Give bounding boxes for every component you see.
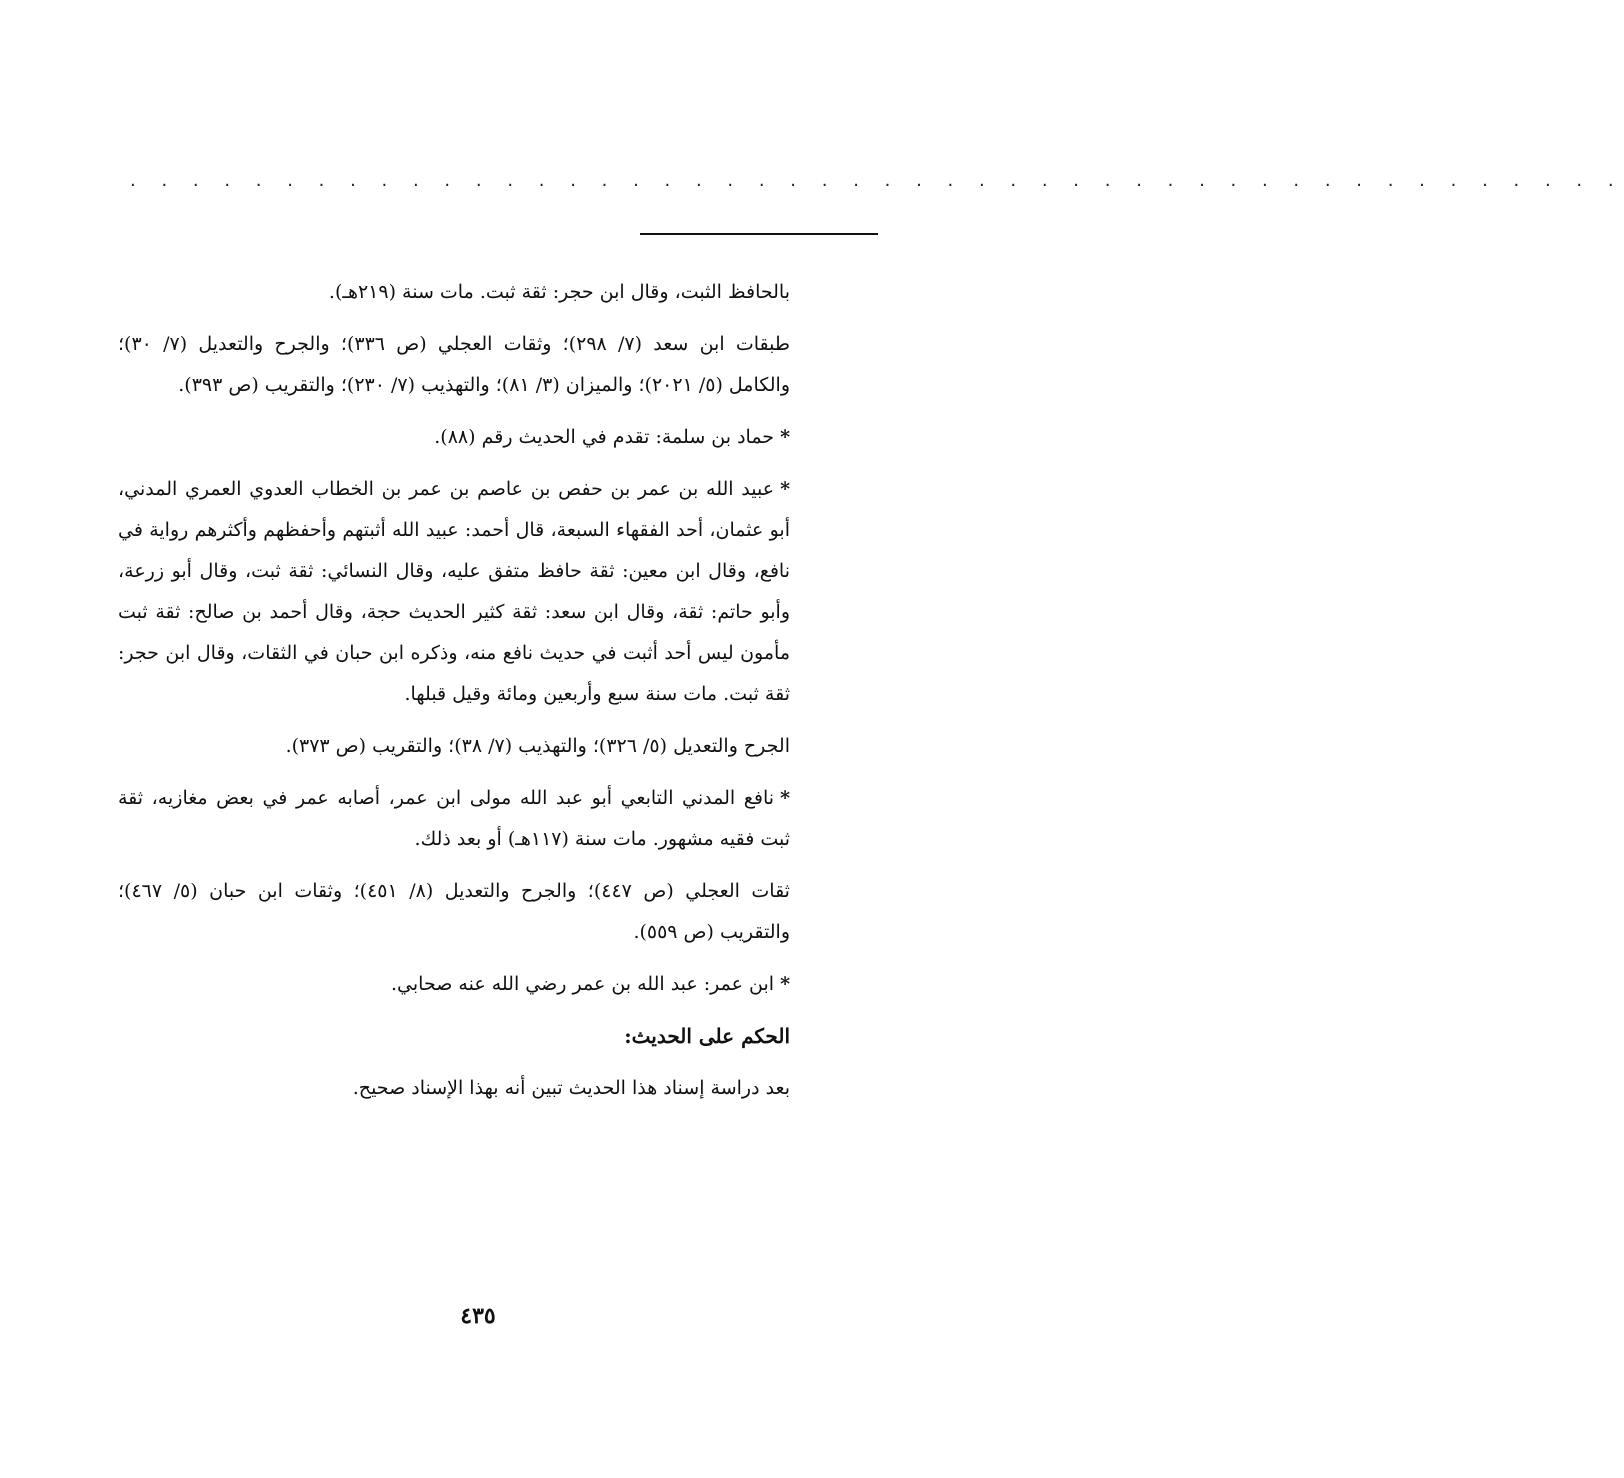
paragraph-text: بالحافظ الثبت، وقال ابن حجر: ثقة ثبت. مات سنة (٢١٩هـ). xyxy=(328,281,790,303)
narrator-entry xyxy=(118,417,790,458)
references-paragraph: الجرح والتعديل (٥/ ٣٢٦)؛ والتهذيب (٧/ ٣٨)؛ والتقريب (ص ٣٧٣). xyxy=(285,735,790,757)
footnote-body xyxy=(118,272,790,1120)
bullet-marker: * xyxy=(780,973,790,995)
section-heading: الحكم على الحديث: xyxy=(624,1024,790,1048)
footnote-rule xyxy=(640,233,878,235)
narrator-text: حماد بن سلمة: تقدم في الحديث رقم (٨٨). xyxy=(434,426,775,448)
references-paragraph: طبقات ابن سعد (٧/ ٢٩٨)؛ وثقات العجلي (ص ٣٣٦)؛ والجرح والتعديل (٧/ ٣٠)؛ والكامل (٥/ ٢٠٢١)؛ والميزان (٣/ ٨١)؛ والتهذيب (٧/ ٢٣٠)؛ والتقريب (ص ٣٩٣). xyxy=(118,333,790,396)
page-number: ٤٣٥ xyxy=(460,1303,496,1329)
narrator-text: ابن عمر: عبد الله بن عمر رضي الله عنه صحابي. xyxy=(391,973,775,995)
references-paragraph: ثقات العجلي (ص ٤٤٧)؛ والجرح والتعديل (٨/ ٤٥١)؛ وثقات ابن حبان (٥/ ٤٦٧)؛ والتقريب (ص ٥٥٩). xyxy=(118,880,790,943)
dotted-separator: . . . . . . . . . . . . . . . . . . . . . . . . . . . . . . . . . . . . . . . . . . . . . . . . xyxy=(130,170,1624,191)
narrator-entry xyxy=(118,778,790,860)
narrator-entry xyxy=(118,964,790,1005)
narrator-entry xyxy=(118,469,790,715)
narrator-text: عبيد الله بن عمر بن حفص بن عاصم بن عمر بن الخطاب العدوي العمري المدني، أبو عثمان، أحد الفقهاء السبعة، قال أحمد: عبيد الله أثبتهم وأحفظهم وأكثرهم رواية في نافع، وقال ابن معين: ثقة حافظ متفق عليه، وقال النسائي: ثقة ثبت، وقال أبو زرعة، وأبو حاتم: ثقة، وقال ابن سعد: ثقة كثير الحديث حجة، وقال أحمد بن صالح: ثقة ثبت مأمون ليس أحد أثبت في حديث نافع منه، وذكره ابن حبان في الثقات، وقال ابن حجر: ثقة ثبت. مات سنة سبع وأربعين ومائة وقيل قبلها. xyxy=(118,478,790,705)
narrator-text: نافع المدني التابعي أبو عبد الله مولى ابن عمر، أصابه عمر في بعض مغازيه، ثقة ثبت فقيه مشهور. مات سنة (١١٧هـ) أو بعد ذلك. xyxy=(118,787,790,850)
verdict-text: بعد دراسة إسناد هذا الحديث تبين أنه بهذا الإسناد صحيح. xyxy=(352,1077,790,1099)
bullet-marker: * xyxy=(780,426,790,448)
bullet-marker: * xyxy=(780,478,790,500)
bullet-marker: * xyxy=(780,787,790,809)
